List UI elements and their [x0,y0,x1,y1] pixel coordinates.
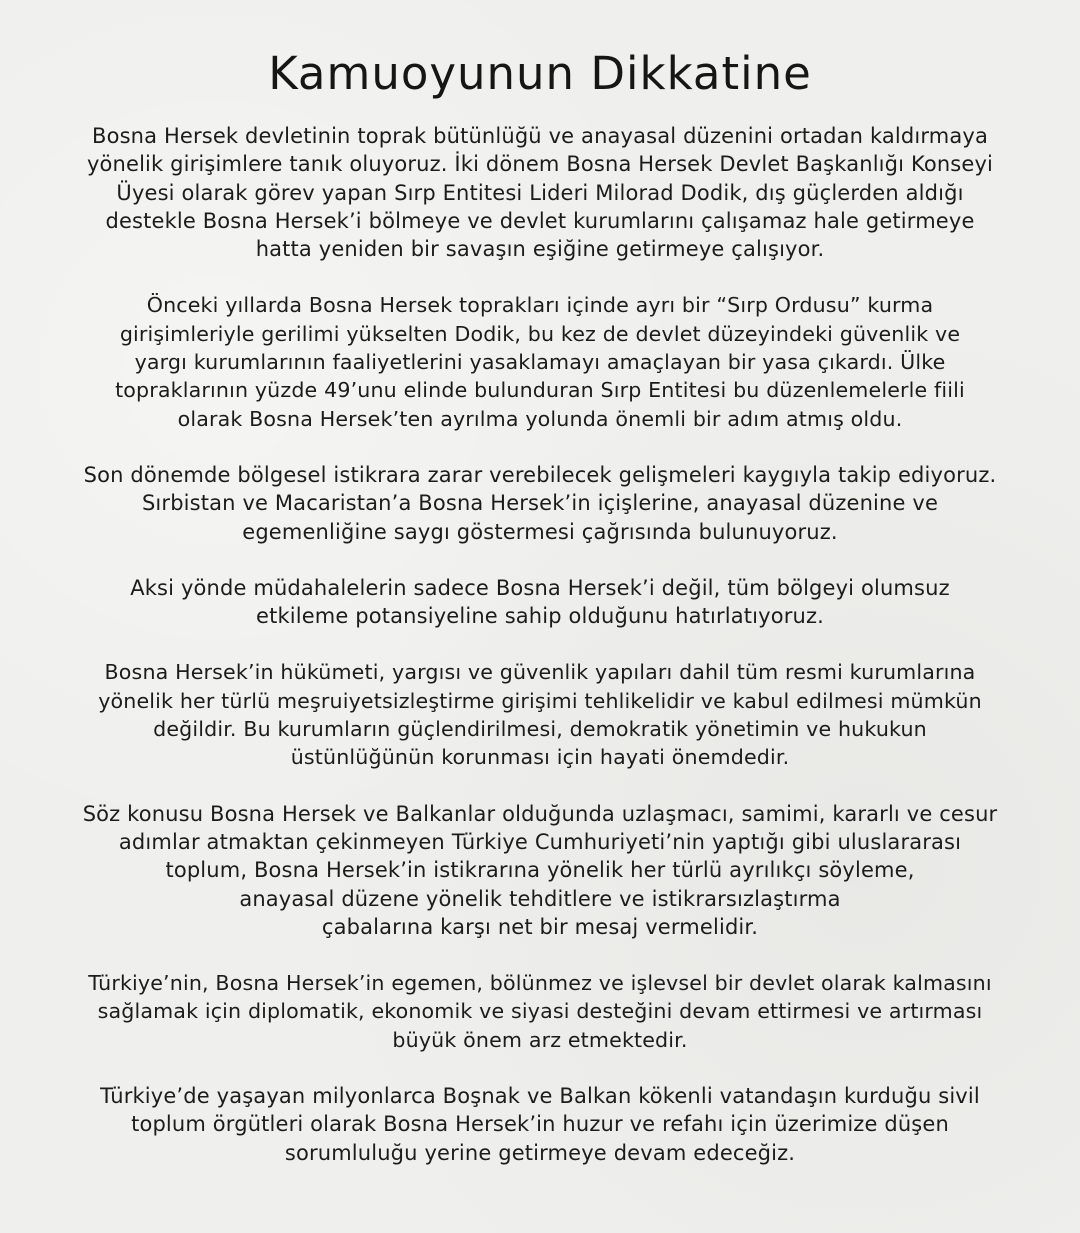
paragraph-line: Üyesi olarak görev yapan Sırp Entitesi Lideri Milorad Dodik, dış güçlerden aldığı [116,180,964,205]
paragraph-line: yönelik girişimlere tanık oluyoruz. İki dönem Bosna Hersek Devlet Başkanlığı Konseyi [86,152,994,177]
paragraph-line: Söz konusu Bosna Hersek ve Balkanlar olduğunda uzlaşmacı, samimi, kararlı ve cesur [82,801,998,826]
paragraph-line: etkileme potansiyeline sahip olduğunu hatırlatıyoruz. [256,604,824,629]
statement-paragraph-3 [30,461,1050,546]
statement-paragraph-8 [30,1082,1050,1167]
paragraph-line: Türkiye’nin, Bosna Hersek’in egemen, bölünmez ve işlevsel bir devlet olarak kalmasını [88,971,992,996]
statement-paragraph-1 [30,122,1050,263]
statement-paragraph-7 [30,969,1050,1054]
paragraph-line: toplum örgütleri olarak Bosna Hersek’in huzur ve refahı için üzerimize düşen [131,1112,949,1137]
paragraph-line: topraklarının yüzde 49’unu elinde bulunduran Sırp Entitesi bu düzenlemelerle fiili [115,378,965,403]
paragraph-line: sorumluluğu yerine getirmeye devam edeceğiz. [284,1140,796,1165]
paragraph-line: Sırbistan ve Macaristan’a Bosna Hersek’in içişlerine, anayasal düzenine ve [141,491,939,516]
paragraph-line: girişimleriyle gerilimi yükselten Dodik, bu kez de devlet düzeyindeki güvenlik ve [119,321,961,346]
statement-paragraph-5 [30,658,1050,771]
statement-paragraph-6 [30,800,1050,941]
paragraph-line: hatta yeniden bir savaşın eşiğine getirmeye çalışıyor. [255,237,825,262]
paragraph-line: çabalarına karşı net bir mesaj vermelidir. [321,914,759,939]
paragraph-line: üstünlüğünün korunması için hayati önemdedir. [290,745,790,770]
statement-paragraph-4 [30,574,1050,631]
paragraph-line: Aksi yönde müdahalelerin sadece Bosna Hersek’i değil, tüm bölgeyi olumsuz [130,575,950,600]
paragraph-line: yargı kurumlarının faaliyetlerini yasaklamayı amaçlayan bir yasa çıkardı. Ülke [134,350,946,375]
paragraph-line: destekle Bosna Hersek’i bölmeye ve devlet kurumlarını çalışamaz hale getirmeye [105,208,975,233]
statement-paragraph-2 [30,291,1050,432]
paragraph-line: büyük önem arz etmektedir. [392,1027,688,1052]
paragraph-line: olarak Bosna Hersek’ten ayrılma yolunda önemli bir adım atmış oldu. [177,406,903,431]
paragraph-line: Türkiye’de yaşayan milyonlarca Boşnak ve Balkan kökenli vatandaşın kurduğu sivil [100,1084,980,1109]
statement-body [30,122,1050,1167]
paragraph-line: Önceki yıllarda Bosna Hersek toprakları içinde ayrı bir “Sırp Ordusu” kurma [146,293,934,318]
page-title: Kamuoyunun Dikkatine [268,47,812,100]
paragraph-line: toplum, Bosna Hersek’in istikrarına yönelik her türlü ayrılıkçı söyleme, [165,858,915,883]
paragraph-line: sağlamak için diplomatik, ekonomik ve siyasi desteğini devam ettirmesi ve artırması [97,999,983,1024]
paragraph-line: egemenliğine saygı göstermesi çağrısında bulunuyoruz. [242,519,838,544]
paragraph-line: değildir. Bu kurumların güçlendirilmesi, demokratik yönetimin ve hukukun [153,717,927,742]
paragraph-line: Son dönemde bölgesel istikrara zarar verebilecek gelişmeleri kaygıyla takip ediyoruz. [83,462,997,487]
paragraph-line: Bosna Hersek’in hükümeti, yargısı ve güvenlik yapıları dahil tüm resmi kurumlarına [104,660,976,685]
paragraph-line: adımlar atmaktan çekinmeyen Türkiye Cumhuriyeti’nin yaptığı gibi uluslararası [118,829,962,854]
paragraph-line: yönelik her türlü meşruiyetsizleştirme girişimi tehlikelidir ve kabul edilmesi mümkün [98,688,982,713]
paragraph-line: Bosna Hersek devletinin toprak bütünlüğü ve anayasal düzenini ortadan kaldırmaya [92,124,988,148]
paragraph-line: anayasal düzene yönelik tehditlere ve istikrarsızlaştırma [239,886,841,911]
